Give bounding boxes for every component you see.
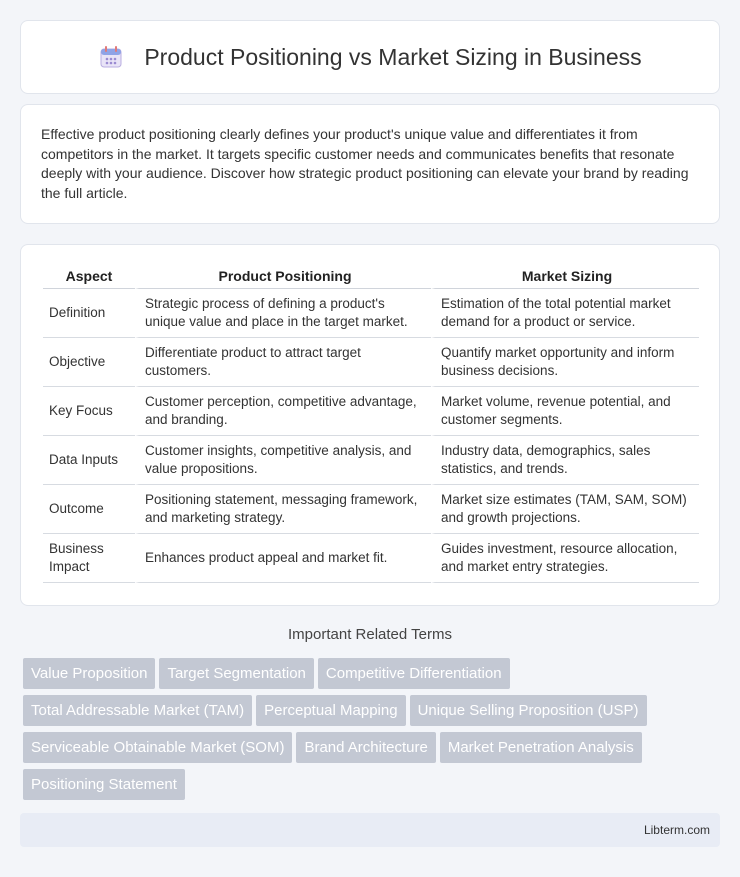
related-term-tag[interactable]: Perceptual Mapping	[256, 695, 405, 726]
table-row	[43, 436, 699, 485]
product-positioning-cell: Customer insights, competitive analysis, and value propositions.	[135, 436, 431, 485]
footer	[20, 813, 720, 847]
page-title: Product Positioning vs Market Sizing in Business	[144, 43, 642, 70]
table-row	[43, 534, 699, 583]
related-term-tag[interactable]: Target Segmentation	[159, 658, 313, 689]
column-header-aspect: Aspect	[43, 263, 135, 289]
row-aspect-cell: Business Impact	[43, 534, 135, 583]
table-row	[43, 338, 699, 387]
related-term-tag[interactable]: Total Addressable Market (TAM)	[23, 695, 252, 726]
market-sizing-cell: Guides investment, resource allocation, and market entry strategies.	[431, 534, 699, 583]
product-positioning-cell: Differentiate product to attract target customers.	[135, 338, 431, 387]
market-sizing-cell: Industry data, demographics, sales statistics, and trends.	[431, 436, 699, 485]
market-sizing-cell: Quantify market opportunity and inform business decisions.	[431, 338, 699, 387]
related-term-tag[interactable]: Market Penetration Analysis	[440, 732, 642, 763]
related-terms-list	[23, 658, 723, 806]
product-positioning-cell: Positioning statement, messaging framework, and marketing strategy.	[135, 485, 431, 534]
product-positioning-cell: Enhances product appeal and market fit.	[135, 534, 431, 583]
product-positioning-cell: Customer perception, competitive advantage, and branding.	[135, 387, 431, 436]
row-aspect-cell: Definition	[43, 289, 135, 338]
table-row	[43, 485, 699, 534]
related-term-tag[interactable]: Value Proposition	[23, 658, 155, 689]
column-header-product-positioning: Product Positioning	[135, 263, 431, 289]
row-aspect-cell: Objective	[43, 338, 135, 387]
table-header-row	[43, 263, 699, 289]
comparison-table	[43, 263, 699, 583]
intro-text: Effective product positioning clearly defines your product's unique value and differentiates it from competitors in the market. It targets specific customer needs and communicates benefits that resonate deeply with your audience. Discover how strategic product positioning can elevate your brand by reading the full article.	[41, 126, 689, 201]
row-aspect-cell: Outcome	[43, 485, 135, 534]
row-aspect-cell: Key Focus	[43, 387, 135, 436]
market-sizing-cell: Market size estimates (TAM, SAM, SOM) and growth projections.	[431, 485, 699, 534]
column-header-market-sizing: Market Sizing	[431, 263, 699, 289]
related-term-tag[interactable]: Unique Selling Proposition (USP)	[410, 695, 647, 726]
market-sizing-cell: Market volume, revenue potential, and customer segments.	[431, 387, 699, 436]
product-positioning-cell: Strategic process of defining a product's unique value and place in the target market.	[135, 289, 431, 338]
header-card	[20, 20, 720, 94]
related-term-tag[interactable]: Brand Architecture	[296, 732, 435, 763]
related-term-tag[interactable]: Serviceable Obtainable Market (SOM)	[23, 732, 292, 763]
related-term-tag[interactable]: Competitive Differentiation	[318, 658, 510, 689]
row-aspect-cell: Data Inputs	[43, 436, 135, 485]
related-terms-title: Important Related Terms	[288, 626, 452, 643]
table-row	[43, 289, 699, 338]
related-term-tag[interactable]: Positioning Statement	[23, 769, 185, 800]
intro-card	[20, 104, 720, 224]
calendar-icon	[98, 44, 124, 70]
market-sizing-cell: Estimation of the total potential market demand for a product or service.	[431, 289, 699, 338]
footer-site-link[interactable]: Libterm.com	[643, 823, 710, 837]
table-row	[43, 387, 699, 436]
comparison-table-card	[20, 244, 720, 606]
